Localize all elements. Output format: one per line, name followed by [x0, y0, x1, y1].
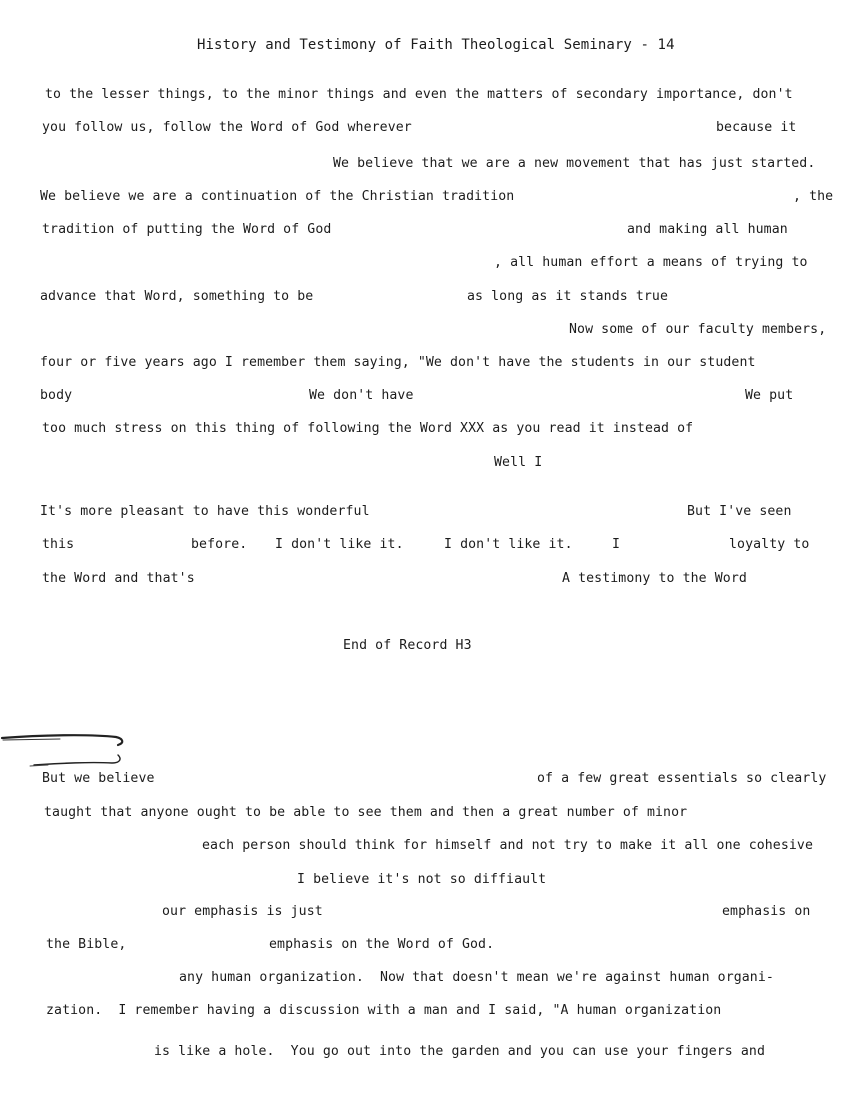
- text-line: It's more pleasant to have this wonderful: [40, 504, 370, 519]
- text-line: before.: [191, 537, 248, 552]
- text-line: I don't like it.: [275, 537, 404, 552]
- text-line: the Bible,: [46, 937, 127, 952]
- text-line: emphasis on the Word of God.: [269, 937, 495, 952]
- text-line: any human organization. Now that doesn't mean we're against human organi-: [179, 970, 774, 985]
- text-line: because it: [716, 120, 797, 135]
- text-line: emphasis on: [722, 904, 811, 919]
- text-line: I: [612, 537, 621, 552]
- page-header-title: History and Testimony of Faith Theological Seminary - 14: [197, 37, 675, 53]
- text-line: too much stress on this thing of following the Word XXX as you read it instead of: [42, 421, 694, 436]
- text-line: Now some of our faculty members,: [569, 322, 827, 337]
- text-line: this: [42, 537, 75, 552]
- text-line: loyalty to: [729, 537, 810, 552]
- bracket-mark: [0, 728, 140, 772]
- text-line: But we believe: [42, 771, 155, 786]
- text-line: But I've seen: [687, 504, 792, 519]
- text-line: each person should think for himself and not try to make it all one cohesive: [202, 838, 814, 853]
- text-line: , the: [793, 189, 834, 204]
- end-of-record-label: End of Record H3: [343, 638, 472, 653]
- text-line: as long as it stands true: [467, 289, 668, 304]
- text-line: and making all human: [627, 222, 788, 237]
- text-line: We don't have: [309, 388, 414, 403]
- text-line: tradition of putting the Word of God: [42, 222, 332, 237]
- text-line: of a few great essentials so clearly: [537, 771, 827, 786]
- text-line: four or five years ago I remember them saying, "We don't have the students in our student: [40, 355, 756, 370]
- text-line: you follow us, follow the Word of God wherever: [42, 120, 412, 135]
- text-line: our emphasis is just: [162, 904, 323, 919]
- text-line: , all human effort a means of trying to: [494, 255, 808, 270]
- text-line: A testimony to the Word: [562, 571, 747, 586]
- text-line: I believe it's not so diffiault: [297, 872, 547, 887]
- text-line: body: [40, 388, 73, 403]
- text-line: We believe that we are a new movement that has just started.: [333, 156, 816, 171]
- text-line: We put: [745, 388, 794, 403]
- text-line: Well I: [494, 455, 543, 470]
- text-line: to the lesser things, to the minor things and even the matters of secondary importance, don't: [45, 87, 793, 102]
- text-line: We believe we are a continuation of the Christian tradition: [40, 189, 515, 204]
- text-line: the Word and that's: [42, 571, 195, 586]
- text-line: zation. I remember having a discussion with a man and I said, "A human organization: [46, 1003, 722, 1018]
- text-line: advance that Word, something to be: [40, 289, 314, 304]
- text-line: I don't like it.: [444, 537, 573, 552]
- text-line: taught that anyone ought to be able to see them and then a great number of minor: [44, 805, 688, 820]
- text-line: is like a hole. You go out into the garden and you can use your fingers and: [154, 1044, 766, 1059]
